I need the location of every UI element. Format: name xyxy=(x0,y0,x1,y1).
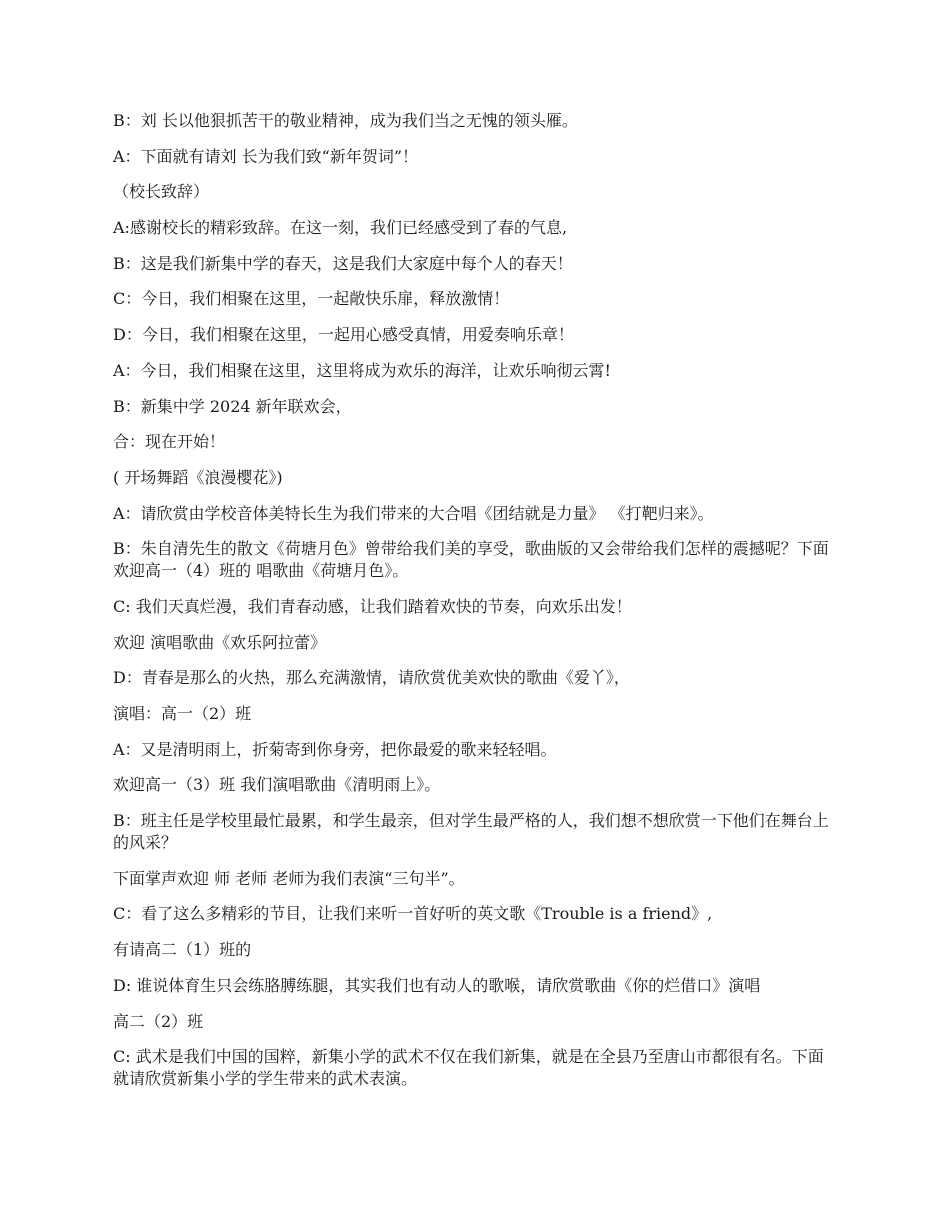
paragraph: B：新集中学 2024 新年联欢会， xyxy=(113,396,352,416)
paragraph: D：今日，我们相聚在这里，一起用心感受真情，用爱奏响乐章！ xyxy=(113,325,574,345)
paragraph: C: 我们天真烂漫，我们青春动感，让我们踏着欢快的节奏，向欢乐出发！ xyxy=(113,596,632,616)
paragraph: B：这是我们新集中学的春天，这是我们大家庭中每个人的春天！ xyxy=(113,253,573,273)
paragraph: C: 武术是我们中国的国粹，新集小学的武术不仅在我们新集，就是在全县乃至唐山市都很有名。下面就请欣赏新集小学的学生带来的武术表演。 xyxy=(113,1047,824,1089)
paragraph: A：又是清明雨上，折菊寄到你身旁，把你最爱的歌来轻轻唱。 xyxy=(113,739,557,759)
paragraph: B：朱自清先生的散文《荷塘月色》曾带给我们美的享受，歌曲版的又会带给我们怎样的震撼呢？下面欢迎高一（4）班的 唱歌曲《荷塘月色》。 xyxy=(113,539,829,581)
paragraph: 有请高二（1）班的 xyxy=(113,940,252,960)
document-body xyxy=(113,110,835,1104)
paragraph: A：今日，我们相聚在这里，这里将成为欢乐的海洋，让欢乐响彻云霄! xyxy=(113,360,611,380)
paragraph: B：刘 长以他狠抓苦干的敬业精神，成为我们当之无愧的领头雁。 xyxy=(113,111,578,130)
paragraph: C：今日，我们相聚在这里，一起敞快乐扉，释放激情！ xyxy=(113,289,510,309)
paragraph: B：班主任是学校里最忙最累，和学生最亲，但对学生最严格的人，我们想不想欣赏一下他们在舞台上的风采？ xyxy=(113,811,829,853)
paragraph: 演唱：高一（2）班 xyxy=(113,704,252,723)
paragraph: 欢迎高一（3）班 我们演唱歌曲《清明雨上》。 xyxy=(113,775,441,795)
paragraph: A：请欣赏由学校音体美特长生为我们带来的大合唱《团结就是力量》 《打靶归来》。 xyxy=(113,503,714,523)
paragraph: ( 开场舞蹈《浪漫樱花》) xyxy=(113,467,283,487)
paragraph: D：青春是那么的火热，那么充满激情，请欣赏优美欢快的歌曲《爱丫》， xyxy=(113,668,630,688)
paragraph: 高二（2）班 xyxy=(113,1011,204,1031)
paragraph: 合：现在开始！ xyxy=(113,432,226,452)
paragraph: A：下面就有请刘 长为我们致“新年贺词”！ xyxy=(113,146,419,166)
paragraph: C：看了这么多精彩的节目，让我们来听一首好听的英文歌《Trouble is a friend》, xyxy=(113,904,713,924)
paragraph: 欢迎 演唱歌曲《欢乐阿拉蕾》 xyxy=(113,632,327,652)
paragraph: 下面掌声欢迎 师 老师 老师为我们表演“三句半”。 xyxy=(113,868,465,888)
paragraph: A:感谢校长的精彩致辞。在这一刻，我们已经感受到了春的气息, xyxy=(113,218,568,238)
paragraph: （校长致辞） xyxy=(113,182,210,202)
paragraph: D: 谁说体育生只会练胳膊练腿，其实我们也有动人的歌喉，请欣赏歌曲《你的烂借口》演唱 xyxy=(113,975,761,995)
